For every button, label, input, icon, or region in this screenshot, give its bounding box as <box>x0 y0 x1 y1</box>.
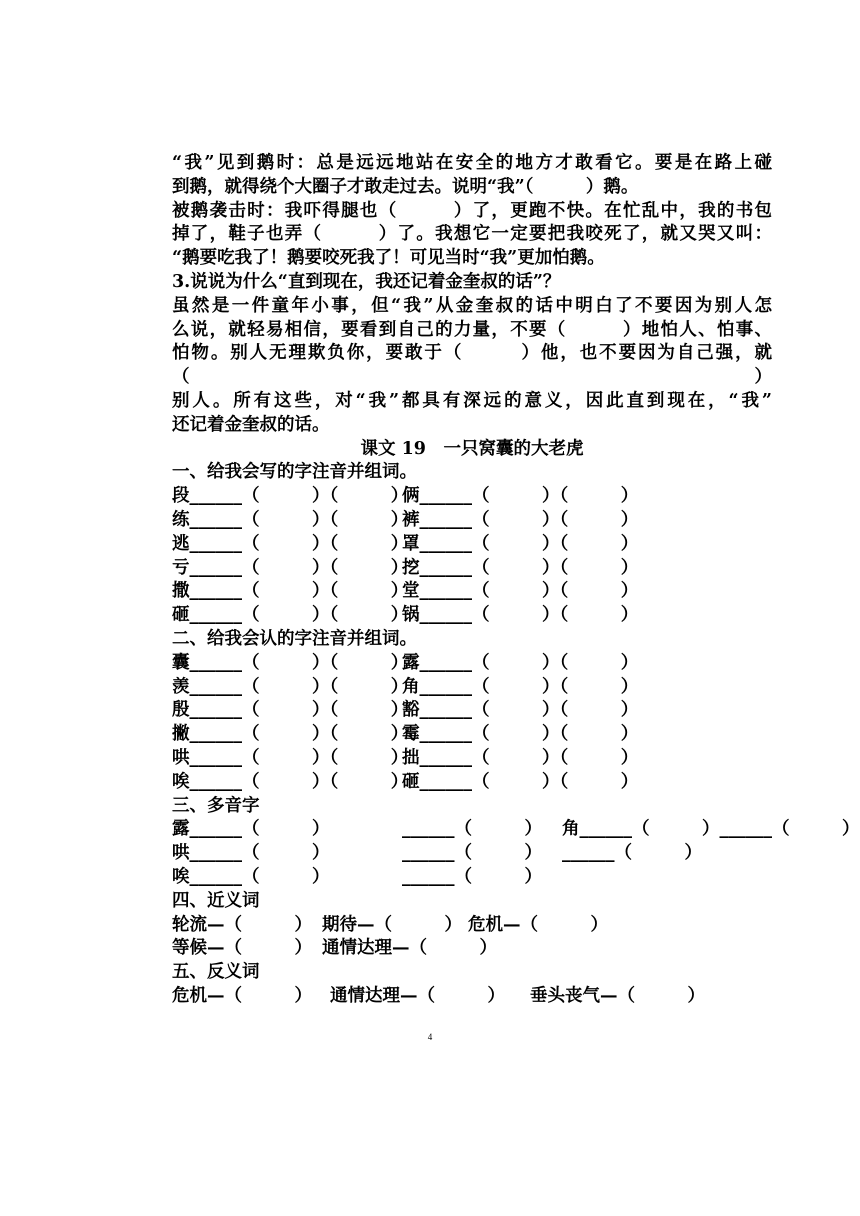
section-3-rows <box>172 818 860 889</box>
paragraph-line: 么说，就轻易相信，要看到自己的力量，不要（ ）地怕人、怕事、 <box>172 319 772 340</box>
exercise-item <box>468 937 668 961</box>
exercise-item: 危机—（ ） <box>172 985 312 1006</box>
paragraph-line: 还记着金奎叔的话。 <box>172 414 330 435</box>
paragraph-line: 别人。所有这些，对“我”都具有深远的意义，因此直到现在，“我” <box>172 390 772 411</box>
exercise-item: ______（ ） <box>402 819 542 840</box>
exercise-item: 逃______（ ）（ ） <box>172 533 409 554</box>
exercise-item: 角______（ ）（ ） <box>402 676 639 697</box>
exercise-item: 锅______（ ）（ ） <box>402 605 639 626</box>
lesson-title: 课文 19 一只窝囊的大老虎 <box>360 438 584 459</box>
exercise-item: 哄______（ ）（ ） <box>172 747 409 768</box>
exercise-item: ______（ ） <box>402 866 542 887</box>
exercise-item: 俩______（ ）（ ） <box>402 486 639 507</box>
exercise-item: 霉______（ ）（ ） <box>402 724 639 745</box>
exercise-item: 堂______（ ）（ ） <box>402 581 639 602</box>
paragraph-line: “我”见到鹅时：总是远远地站在安全的地方才敢看它。要是在路上碰 <box>172 153 772 173</box>
section-4-row-1 <box>172 914 772 938</box>
exercise-item: 露______（ ）（ ） <box>402 652 639 673</box>
section-3-heading: 三、多音字 <box>172 795 260 816</box>
exercise-item: 垂头丧气—（ ） <box>530 985 705 1006</box>
question-3: 3.说说为什么“直到现在，我还记着金奎叔的话”？ <box>172 271 561 292</box>
exercise-item: 唉______（ ）（ ） <box>172 771 409 792</box>
worksheet-content <box>172 152 860 1009</box>
paragraph-line: “鹅要吃我了！鹅要咬死我了！可见当时“我”更加怕鹅。 <box>172 248 605 269</box>
exercise-item: 罩______（ ）（ ） <box>402 533 639 554</box>
exercise-item: 拙______（ ）（ ） <box>402 747 639 768</box>
paragraph-line: 掉了，鞋子也弄（ ）了。我想它一定要把我咬死了，就又哭又叫： <box>172 224 772 245</box>
exercise-item: 撇______（ ）（ ） <box>172 724 409 745</box>
exercise-item: 殷______（ ）（ ） <box>172 700 409 721</box>
section-5-heading: 五、反义词 <box>172 962 260 983</box>
exercise-item: ______（ ） <box>402 843 542 864</box>
exercise-item: 唉______（ ） <box>172 866 330 887</box>
exercise-item: 砸______（ ）（ ） <box>172 605 409 626</box>
exercise-item: 角______（ ）______（ ） <box>562 819 860 840</box>
exercise-item: 段______（ ）（ ） <box>172 486 409 507</box>
exercise-item: 通情达理—（ ） <box>322 938 497 959</box>
section-2-heading: 二、给我会认的字注音并组词。 <box>172 628 417 649</box>
exercise-item: 豁______（ ）（ ） <box>402 700 639 721</box>
exercise-item: 羡______（ ）（ ） <box>172 676 409 697</box>
section-4-row-2 <box>172 937 772 961</box>
exercise-item: 挖______（ ）（ ） <box>402 557 639 578</box>
exercise-item: ______（ ） <box>562 843 702 864</box>
paragraph-line: 到鹅，就得绕个大圈子才敢走过去。说明“我”（ ）鹅。 <box>172 176 639 197</box>
exercise-item: 轮流—（ ） <box>172 914 312 935</box>
exercise-item: 哄______（ ） <box>172 843 330 864</box>
section-4-heading: 四、近义词 <box>172 890 260 911</box>
exercise-item: 通情达理—（ ） <box>330 985 505 1006</box>
section-1-rows <box>172 485 772 628</box>
exercise-item: 练______（ ）（ ） <box>172 509 409 530</box>
section-2-rows <box>172 652 772 795</box>
exercise-item <box>562 866 772 890</box>
exercise-item: 囊______（ ）（ ） <box>172 652 409 673</box>
section-5-row-1 <box>172 985 772 1009</box>
exercise-item: 砸______（ ）（ ） <box>402 771 639 792</box>
exercise-item: 亏______（ ）（ ） <box>172 557 409 578</box>
page-number: 4 <box>427 1032 433 1042</box>
exercise-item: 期待—（ ） <box>322 914 462 935</box>
exercise-item: 裤______（ ）（ ） <box>402 509 639 530</box>
paragraph-line: 虽然是一件童年小事，但“我”从金奎叔的话中明白了不要因为别人怎 <box>172 295 772 316</box>
exercise-item: 危机—（ ） <box>468 914 608 935</box>
exercise-item: 撒______（ ）（ ） <box>172 581 409 602</box>
section-1-heading: 一、给我会写的字注音并组词。 <box>172 462 417 483</box>
exercise-item: 露______（ ） <box>172 819 330 840</box>
paragraph-line: 被鹅袭击时：我吓得腿也（ ）了，更跑不快。在忙乱中，我的书包 <box>172 200 772 221</box>
paragraph-line: 怕物。别人无理欺负你，要敢于（ ）他，也不要因为自己强，就（ ） <box>172 343 772 388</box>
exercise-item: 等候—（ ） <box>172 938 312 959</box>
